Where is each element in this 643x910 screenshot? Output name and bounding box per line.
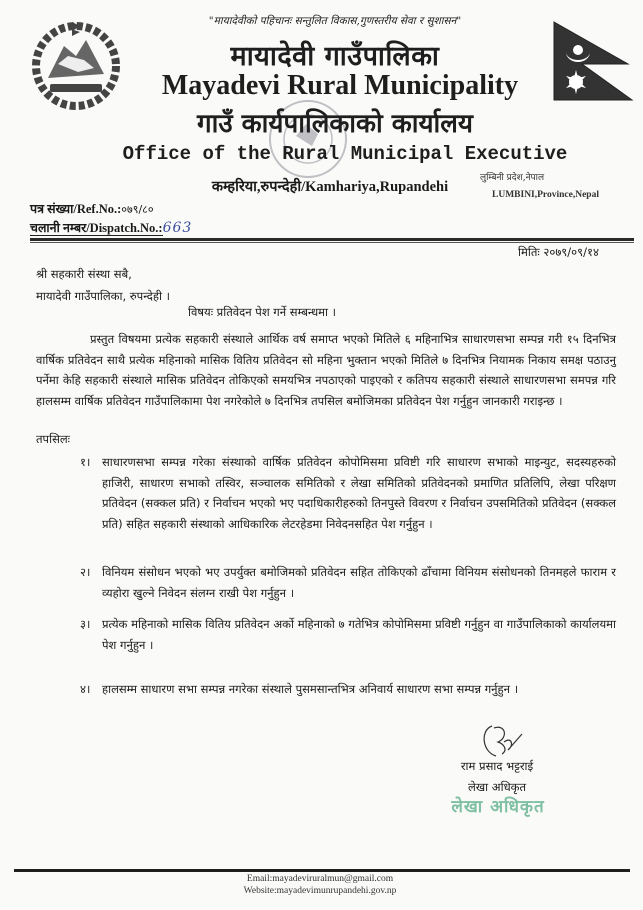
municipality-name-nepali: मायादेवी गाउँपालिका [230, 41, 440, 72]
municipality-motto: "मायादेवीको पहिचानः सन्तुलित विकास,गुणस्तरीय सेवा र सुशासन" [208, 15, 462, 27]
list-item-number: २। [80, 565, 91, 579]
designation-stamp: लेखा अधिकृत [451, 797, 545, 817]
dispatch-number [30, 219, 192, 236]
letter-subject: विषयः प्रतिवेदन पेश गर्ने सम्बन्धमा । [188, 305, 337, 319]
province-english: LUMBINI,Province,Nepal [492, 190, 599, 200]
list-item-text: विनियम संसोधन भएको भए उपर्युक्त बमोजिमको प्रतिवेदन सहित तोकिएको ढाँचामा विनियम संसोधनको तिनमहले फाराम र व्यहोरा खुल्ने निवेदन संलग्न राखी पेश गर्नुहुन । [102, 565, 616, 600]
footer-divider [14, 869, 630, 872]
addressee [36, 263, 170, 307]
province-nepali: लुम्बिनी प्रदेश,नेपाल [480, 173, 545, 183]
addressee-line-2: मायादेवी गाउँपालिका, रुपन्देही । [36, 289, 170, 303]
list-item [80, 562, 616, 603]
details-label: तपसिलः [36, 432, 70, 446]
office-name-english: Office of the Rural Municipal Executive [122, 143, 568, 165]
header-divider-thin [30, 242, 634, 243]
header-divider [30, 238, 634, 241]
list-item-number: १। [80, 455, 91, 469]
list-item [80, 679, 616, 700]
signatory-name: राम प्रसाद भट्टराई [460, 759, 534, 773]
dispatch-label: चलानी नम्बर/Dispatch.No.: [30, 221, 163, 235]
office-address: कम्हरिया,रुपन्देही/Kamhariya,Rupandehi [211, 179, 449, 195]
office-name-nepali: गाउँ कार्यपालिकाको कार्यालय [197, 109, 473, 139]
list-item [80, 452, 616, 534]
reference-value: ०७९/८० [121, 203, 154, 216]
reference-label: पत्र संख्या/Ref.No.: [30, 202, 122, 216]
addressee-line-1: श्री सहकारी संस्था सबै, [36, 267, 132, 281]
nepal-flag-icon [552, 20, 638, 102]
reference-number [30, 200, 154, 217]
dispatch-value: 663 [162, 220, 193, 236]
letter-date: मितिः २०७९/०९/१४ [518, 245, 599, 259]
footer-email: Email:mayadeviruralmun@gmail.com [246, 874, 394, 884]
list-item-text: साधारणसभा सम्पन्न गरेका संस्थाको वार्षिक प्रतिवेदन कोपोमिसमा प्रविष्टी गरि साधारण सभाको माइन्युट, सदस्यहरुको हाजिरी, साधारण सभाको तस्विर, सञ्चालक समितिको र लेखा समितिको प्रतिवेदनको प्रमाणित प्रतिलिपि, लेखा परिक्षण प्रतिवेदन (सक्कल प्रति) र निर्वाचन भएको भए पदाधिकारीहरुको तिनपुस्ते विवरण र निर्वाचन उपसमितिको प्रतिवेदन (सक्कल प्रति) सहित सहकारी संस्थाको आधिकारिक लेटरहेडमा निवेदनसहित पेश गर्नुहुन । [102, 455, 616, 531]
list-item-text: हालसम्म साधारण सभा सम्पन्न नगरेका संस्थाले पुसमसान्तभित्र अनिवार्य साधारण सभा सम्पन्न गर्नुहुन । [102, 682, 519, 696]
list-item-number: ३। [80, 617, 91, 631]
footer-website: Website:mayadevimunrupandehi.gov.np [243, 886, 397, 896]
nepal-emblem-icon [28, 16, 124, 112]
letter-body: प्रस्तुत विषयमा प्रत्येक सहकारी संस्थाले आर्थिक वर्ष समाप्त भएको मितिले ६ महिनाभित्र साधारणसभा सम्पन्न गरी १५ दिनभित्र वार्षिक प्रतिवेदन साथै प्रत्येक महिनाको मासिक वितिय प्रतिवेदन सो महिना भुक्तान भएको मितिले ७ दिनभित्र नियामक निकाय समक्ष पठाउनु पर्नेमा केहि सहकारी संस्थाले मासिक प्रतिवेदन तोकिएको समयभित्र नपठाएको पाइएको र कतिपय सहकारी संस्थाले साधारणसभा समपन्न गरि हालसम्म वार्षिक प्रतिवेदन गाउँपालिकामा पेश नगरेकोले ७ दिनभित्र तपसिल बमोजिमका प्रतिवेदन पेश गर्नुहुन जानकारी गराइन्छ । [36, 332, 616, 408]
signatory-designation: लेखा अधिकृत [467, 780, 527, 794]
signatory [432, 756, 562, 798]
list-item-text: प्रत्येक महिनाको मासिक वितिय प्रतिवेदन अर्को महिनाको ७ गतेभित्र कोपोमिसमा प्रविष्टी गर्नुहुन वा गाउँपालिकाको कार्यालयमा पेश गर्नुहुन । [102, 617, 616, 652]
municipality-name-english: Mayadevi Rural Municipality [161, 70, 519, 101]
list-item [80, 614, 616, 655]
list-item-number: ४। [80, 682, 91, 696]
